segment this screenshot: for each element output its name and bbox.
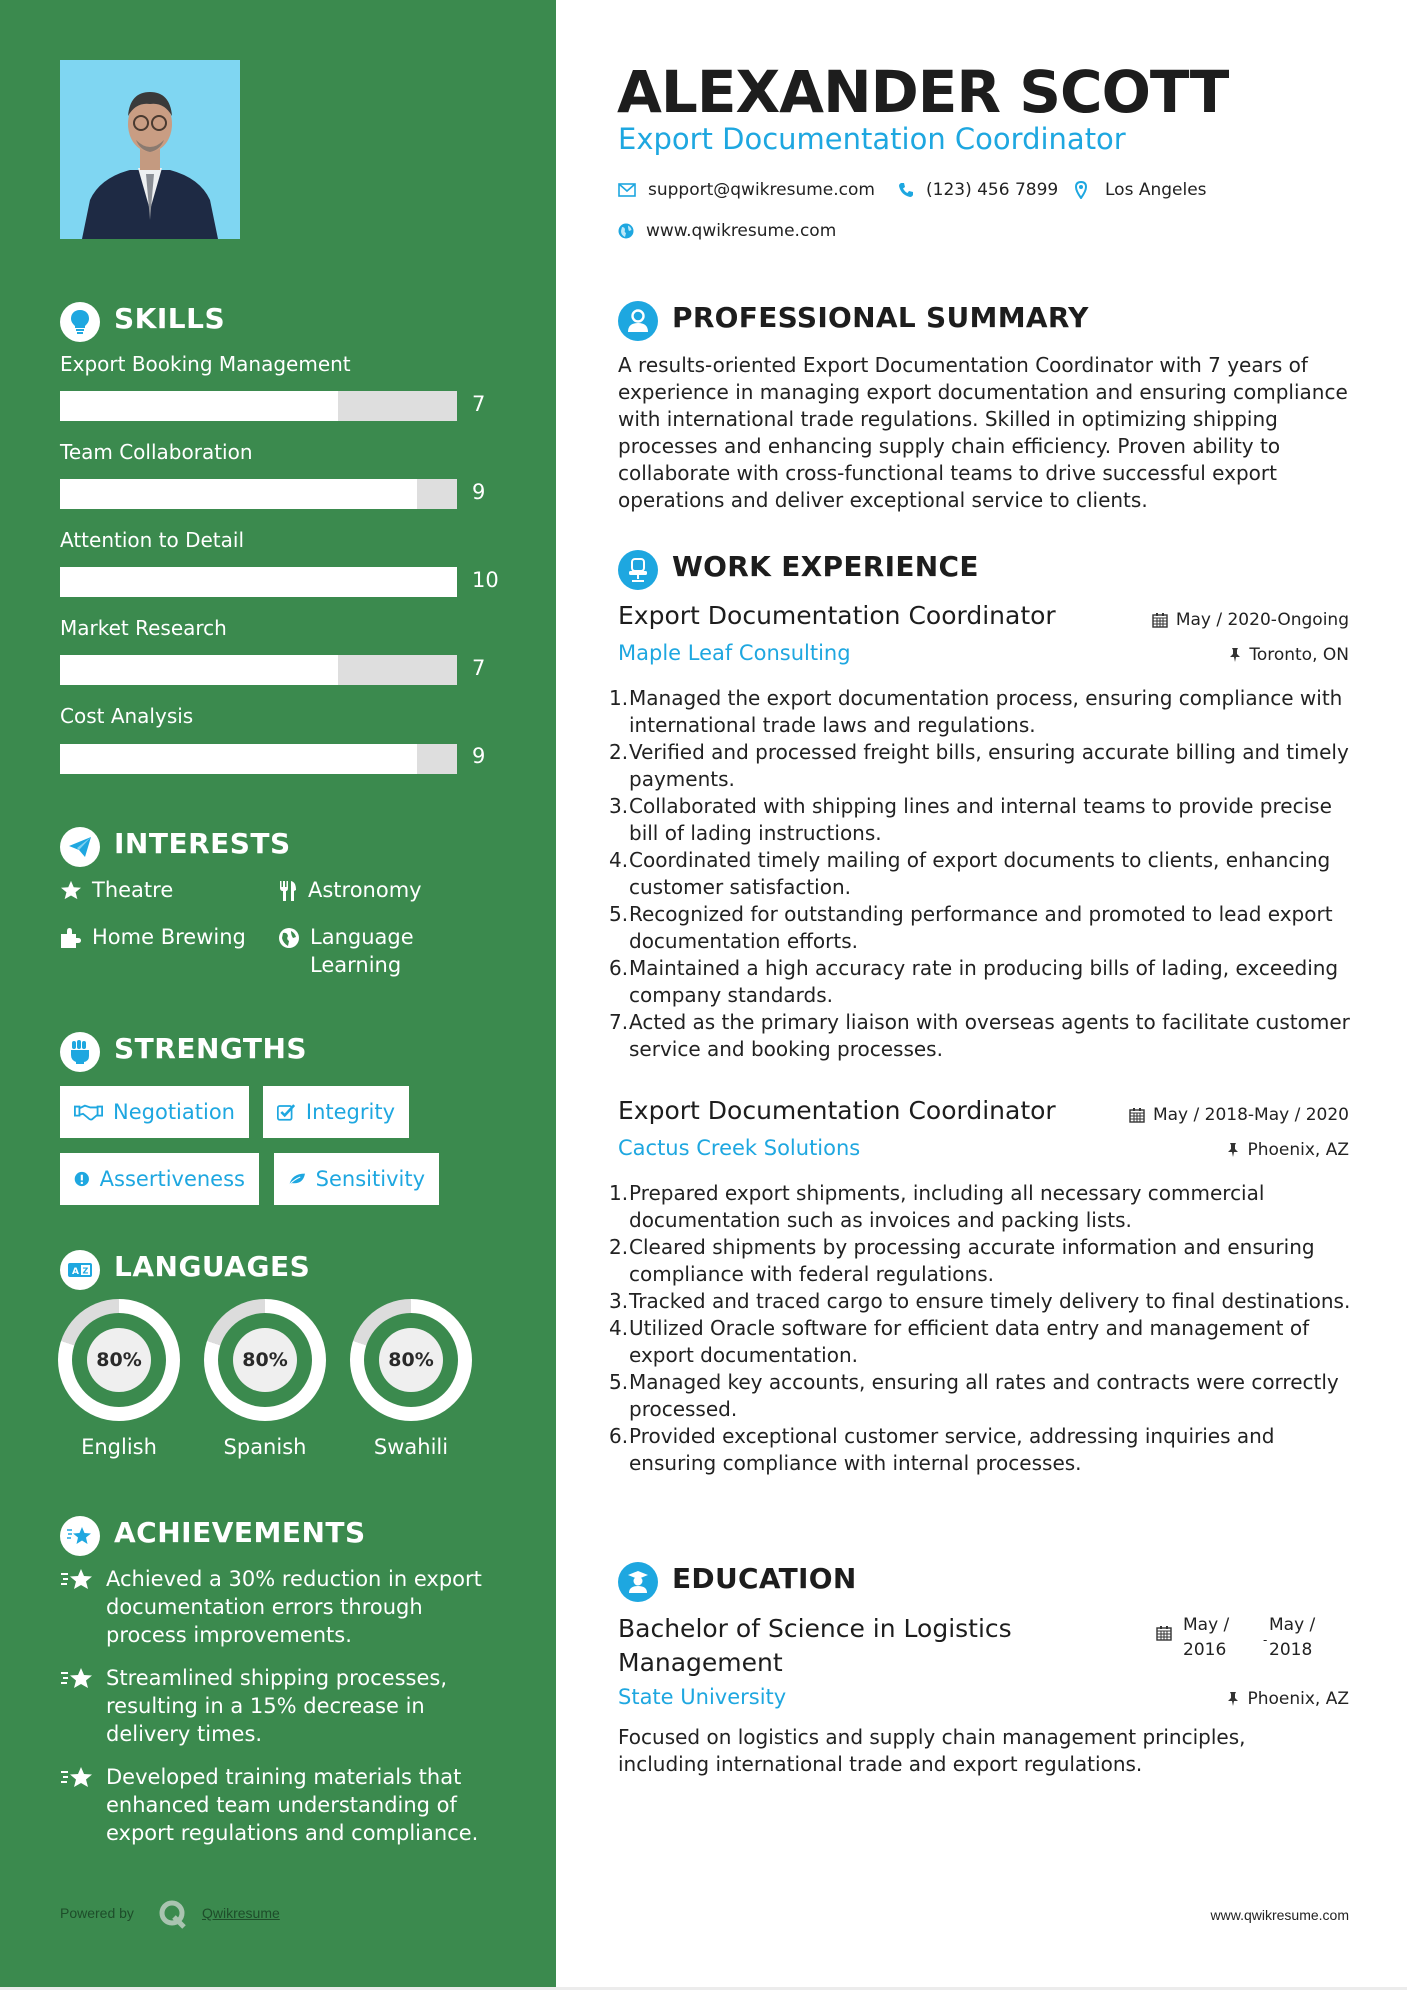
map-pin-icon xyxy=(1075,181,1087,199)
office-chair-icon xyxy=(628,558,648,582)
strength-label: Assertiveness xyxy=(99,1167,245,1191)
duty-item: 5. Recognized for outstanding performance and promoted to lead export documentation efforts. xyxy=(609,902,1333,953)
skill-bar xyxy=(60,744,457,774)
shooting-star-icon xyxy=(66,1524,94,1548)
strength-label: Sensitivity xyxy=(315,1167,425,1191)
skill-bar-fill xyxy=(60,655,338,685)
footer-website[interactable]: www.qwikresume.com xyxy=(1210,1907,1349,1923)
experience-section-icon xyxy=(618,550,658,590)
handshake-icon xyxy=(74,1102,103,1122)
skill-bar-fill xyxy=(60,479,417,509)
duty-item: 2. Cleared shipments by processing accurate information and ensuring compliance with federal regulations. xyxy=(609,1235,1315,1286)
interest-item xyxy=(60,876,173,904)
education-description: Focused on logistics and supply chain management principles, including international trade and export regulations. xyxy=(618,1725,1246,1776)
skill-bar xyxy=(60,391,457,421)
calendar-icon xyxy=(1129,1107,1145,1123)
duty-item: 3. Tracked and traced cargo to ensure timely delivery to final destinations. xyxy=(609,1289,1351,1313)
languages-heading: LANGUAGES xyxy=(114,1250,311,1283)
email-text[interactable]: support@qwikresume.com xyxy=(648,180,875,200)
language-percent: 80% xyxy=(379,1328,443,1392)
skill-value: 10 xyxy=(472,568,499,592)
strength-label: Negotiation xyxy=(113,1100,235,1124)
puzzle-icon xyxy=(60,927,82,949)
candidate-name: ALEXANDER SCOTT xyxy=(617,58,1229,126)
check-square-icon xyxy=(277,1102,296,1122)
languages-section-icon xyxy=(60,1250,100,1290)
duty-item: 6. Maintained a high accuracy rate in producing bills of lading, exceeding company standards. xyxy=(609,956,1339,1007)
skill-bar xyxy=(60,479,457,509)
shooting-star-icon xyxy=(60,1567,94,1593)
language-label: Swahili xyxy=(373,1435,449,1459)
language-label: Spanish xyxy=(223,1435,307,1459)
job-duties-list xyxy=(609,685,1359,1063)
interests-heading: INTERESTS xyxy=(114,827,291,860)
svg-text:Z: Z xyxy=(82,1266,89,1276)
skill-bar-fill xyxy=(60,391,338,421)
interest-item xyxy=(278,876,422,904)
skill-label: Team Collaboration xyxy=(60,440,253,464)
job-dates xyxy=(1129,1105,1349,1125)
summary-heading: PROFESSIONAL SUMMARY xyxy=(672,301,1089,334)
profile-photo xyxy=(60,60,240,239)
achievements-heading: ACHIEVEMENTS xyxy=(114,1516,366,1549)
skill-value: 7 xyxy=(472,392,486,416)
summary-text: A results-oriented Export Documentation Coordinator with 7 years of experience in managing export documentation and ensuring compliance with international trade regulations. Skilled in optimizing shipping processes and enhancing supply chain efficiency. Proven ability to collaborate with cross-functional teams to drive successful export operations and deliver exceptional service to clients. xyxy=(618,353,1348,512)
shooting-star-icon xyxy=(60,1666,94,1692)
job-duties-list xyxy=(609,1180,1359,1477)
job-dates xyxy=(1152,610,1349,630)
user-icon xyxy=(627,309,649,333)
duty-item: 7. Acted as the primary liaison with overseas agents to facilitate customer service and booking processes. xyxy=(609,1010,1350,1061)
qwikresume-link[interactable]: Qwikresume xyxy=(202,1905,280,1921)
person-portrait-icon xyxy=(60,60,240,239)
exclamation-circle-icon xyxy=(74,1168,90,1190)
job-location xyxy=(1229,645,1349,665)
education-end-date: May / 2018 xyxy=(1269,1615,1316,1660)
globe-icon xyxy=(618,223,634,239)
language-percent: 80% xyxy=(233,1328,297,1392)
language-ring xyxy=(204,1299,326,1421)
contact-website xyxy=(618,221,836,241)
job-title: Export Documentation Coordinator xyxy=(618,1096,1056,1125)
language-percent: 80% xyxy=(87,1328,151,1392)
calendar-icon xyxy=(1152,612,1168,628)
achievements-section-icon xyxy=(60,1516,100,1556)
strength-tag xyxy=(274,1153,439,1205)
language-label: English xyxy=(81,1435,157,1459)
strengths-heading: STRENGTHS xyxy=(114,1032,308,1065)
graduate-icon xyxy=(627,1570,649,1594)
contact-phone xyxy=(898,180,1058,200)
duty-item: 1. Prepared export shipments, including all necessary commercial documentation such as invoices and packing lists. xyxy=(609,1181,1265,1232)
job-location-text: Phoenix, AZ xyxy=(1247,1140,1349,1160)
star-icon xyxy=(60,880,82,900)
powered-by-label: Powered by xyxy=(60,1905,134,1921)
skills-heading: SKILLS xyxy=(114,302,226,335)
skill-label: Cost Analysis xyxy=(60,704,194,728)
interest-label: Language Learning xyxy=(310,925,414,977)
achievement-item xyxy=(60,1763,490,1847)
candidate-title: Export Documentation Coordinator xyxy=(618,122,1126,156)
utensils-icon xyxy=(278,880,298,902)
interest-label: Theatre xyxy=(92,878,174,902)
contact-location xyxy=(1075,180,1207,200)
date-separator: - xyxy=(1263,1633,1268,1647)
globe-icon xyxy=(278,927,300,949)
interest-label: Astronomy xyxy=(308,878,422,902)
translate-icon xyxy=(67,1261,93,1279)
strength-tag xyxy=(60,1153,259,1205)
strength-tag xyxy=(60,1086,249,1138)
duty-item: 6. Provided exceptional customer service, addressing inquiries and ensuring compliance with internal processes. xyxy=(609,1424,1275,1475)
fist-icon xyxy=(69,1039,91,1065)
education-location-text: Phoenix, AZ xyxy=(1247,1689,1349,1709)
skill-bar-fill xyxy=(60,744,417,774)
duty-item: 1. Managed the export documentation process, ensuring compliance with international trade laws and regulations. xyxy=(609,686,1343,737)
qwikresume-logo-icon xyxy=(158,1899,188,1933)
contact-email xyxy=(618,180,875,200)
pushpin-icon xyxy=(1227,1691,1239,1707)
skill-value: 7 xyxy=(472,656,486,680)
lightbulb-icon xyxy=(68,309,92,335)
shooting-star-icon xyxy=(60,1765,94,1791)
duty-item: 2. Verified and processed freight bills, ensuring accurate billing and timely payments. xyxy=(609,740,1349,791)
skill-label: Attention to Detail xyxy=(60,528,245,552)
duty-item: 5. Managed key accounts, ensuring all rates and contracts were correctly processed. xyxy=(609,1370,1339,1421)
strength-label: Integrity xyxy=(305,1100,395,1124)
education-start-date: May / 2016 xyxy=(1183,1615,1230,1660)
location-text: Los Angeles xyxy=(1105,180,1207,200)
duty-item: 4. Utilized Oracle software for efficient data entry and management of export documentation. xyxy=(609,1316,1310,1367)
ring-gap xyxy=(218,1313,312,1407)
strengths-section-icon xyxy=(60,1032,100,1072)
paper-plane-icon xyxy=(68,836,92,858)
company-name: Cactus Creek Solutions xyxy=(618,1136,861,1160)
interests-section-icon xyxy=(60,827,100,867)
duty-item: 3. Collaborated with shipping lines and internal teams to provide precise bill of lading instructions. xyxy=(609,794,1332,845)
ring-gap xyxy=(72,1313,166,1407)
achievement-text: Achieved a 30% reduction in export documentation errors through process improvements. xyxy=(106,1567,482,1647)
education-section-icon xyxy=(618,1562,658,1602)
svg-text:A: A xyxy=(72,1267,79,1277)
strength-tag xyxy=(263,1086,409,1138)
job-location-text: Toronto, ON xyxy=(1249,645,1349,665)
skill-value: 9 xyxy=(472,744,486,768)
education-calendar-icon xyxy=(1156,1625,1172,1645)
interest-item xyxy=(278,923,458,979)
envelope-icon xyxy=(618,183,636,197)
skill-bar xyxy=(60,655,457,685)
achievement-item xyxy=(60,1565,490,1649)
achievement-item xyxy=(60,1664,490,1748)
skills-section-icon xyxy=(60,302,100,342)
language-ring xyxy=(350,1299,472,1421)
job-title: Export Documentation Coordinator xyxy=(618,601,1056,630)
pushpin-icon xyxy=(1229,647,1241,663)
website-text[interactable]: www.qwikresume.com xyxy=(646,221,837,241)
job-dates-text: May / 2018-May / 2020 xyxy=(1152,1105,1349,1125)
achievement-text: Streamlined shipping processes, resulting in a 15% decrease in delivery times. xyxy=(106,1666,448,1746)
ring-gap xyxy=(364,1313,458,1407)
language-ring xyxy=(58,1299,180,1421)
degree-title: Bachelor of Science in Logistics Management xyxy=(618,1614,1012,1677)
duty-item: 4. Coordinated timely mailing of export documents to clients, enhancing customer satisfaction. xyxy=(609,848,1331,899)
achievement-text: Developed training materials that enhanced team understanding of export regulations and compliance. xyxy=(106,1765,479,1845)
job-location xyxy=(1227,1140,1349,1160)
leaf-icon xyxy=(288,1169,306,1189)
school-name: State University xyxy=(618,1685,787,1709)
pushpin-icon xyxy=(1227,1142,1239,1158)
skill-label: Market Research xyxy=(60,616,227,640)
interest-label: Home Brewing xyxy=(92,925,246,949)
skill-bar-fill xyxy=(60,567,457,597)
company-name: Maple Leaf Consulting xyxy=(618,641,851,665)
phone-icon xyxy=(898,182,914,198)
experience-heading: WORK EXPERIENCE xyxy=(672,550,979,583)
interest-item xyxy=(60,923,246,951)
summary-section-icon xyxy=(618,301,658,341)
job-dates-text: May / 2020-Ongoing xyxy=(1175,610,1349,630)
skill-label: Export Booking Management xyxy=(60,352,351,376)
phone-text: (123) 456 7899 xyxy=(926,180,1059,200)
skill-value: 9 xyxy=(472,480,486,504)
education-location xyxy=(1227,1689,1349,1709)
skill-bar xyxy=(60,567,457,597)
education-heading: EDUCATION xyxy=(672,1562,857,1595)
calendar-icon xyxy=(1156,1625,1172,1641)
